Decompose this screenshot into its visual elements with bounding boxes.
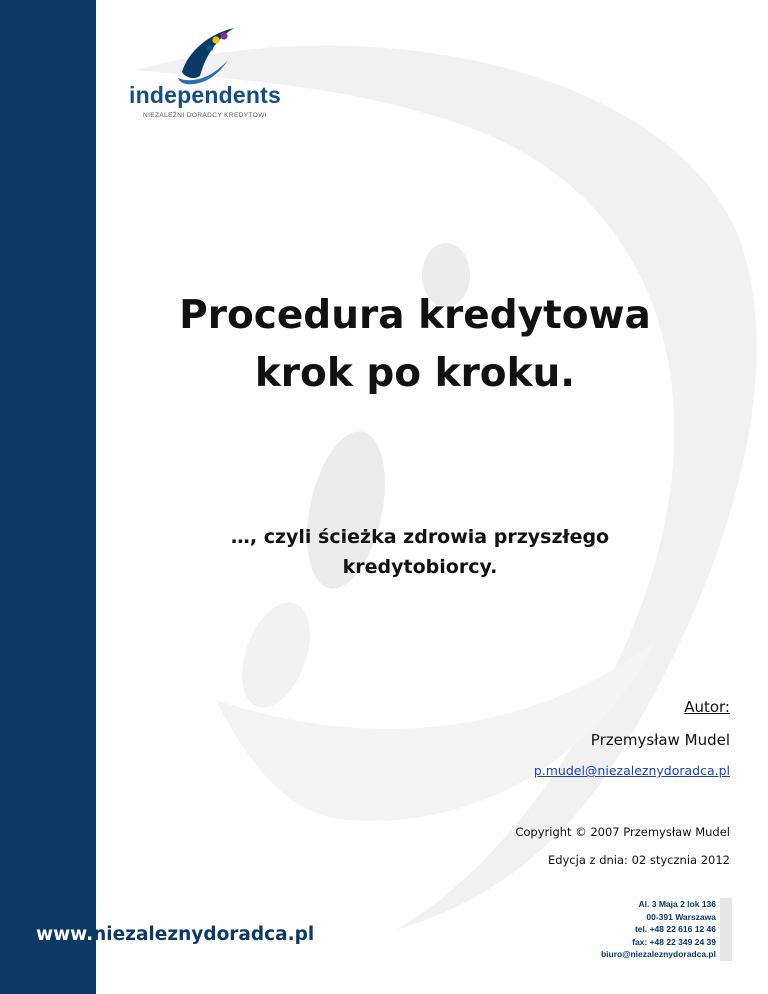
website-domain: niezaleznydoradca.pl — [93, 924, 315, 945]
address-city: 00-391 Warszawa — [646, 911, 716, 922]
author-block — [330, 696, 730, 780]
copyright-notice: Copyright © 2007 Przemysław Mudel — [515, 825, 730, 839]
website-prefix: www. — [36, 924, 94, 945]
logo-tagline: NIEZALEŻNI DORADCY KREDYTOWI — [142, 112, 267, 119]
title-line-2: krok po kroku. — [254, 351, 576, 396]
company-address — [601, 898, 716, 961]
address-email[interactable]: biuro@niezaleznydoradca.pl — [600, 949, 716, 959]
address-side-bar — [720, 898, 732, 961]
watermark-swoosh-icon — [96, 0, 768, 994]
address-phone: tel. +48 22 616 12 46 — [634, 924, 716, 934]
address-fax: fax: +48 22 349 24 39 — [632, 936, 716, 947]
author-email-link[interactable]: p.mudel@niezaleznydoradca.pl — [533, 763, 730, 778]
logo-wordmark: independents — [129, 82, 281, 108]
edition-date: Edycja z dnia: 02 stycznia 2012 — [547, 853, 730, 867]
website-url[interactable] — [36, 924, 314, 945]
company-logo — [120, 18, 300, 128]
subtitle-line-1: …, czyli ścieżka zdrowia przyszłego — [230, 526, 610, 548]
left-sidebar-band — [0, 0, 96, 994]
address-street: Al. 3 Maja 2 lok 136 — [638, 899, 716, 909]
author-name: Przemysław Mudel — [590, 731, 730, 749]
independents-swoosh-logo-icon — [172, 18, 244, 86]
subtitle-line-2: kredytobiorcy. — [342, 556, 498, 578]
author-label: Autor: — [684, 698, 730, 716]
title-line-1: Procedura kredytowa — [179, 293, 651, 338]
document-title — [120, 287, 710, 403]
document-subtitle — [150, 522, 690, 582]
